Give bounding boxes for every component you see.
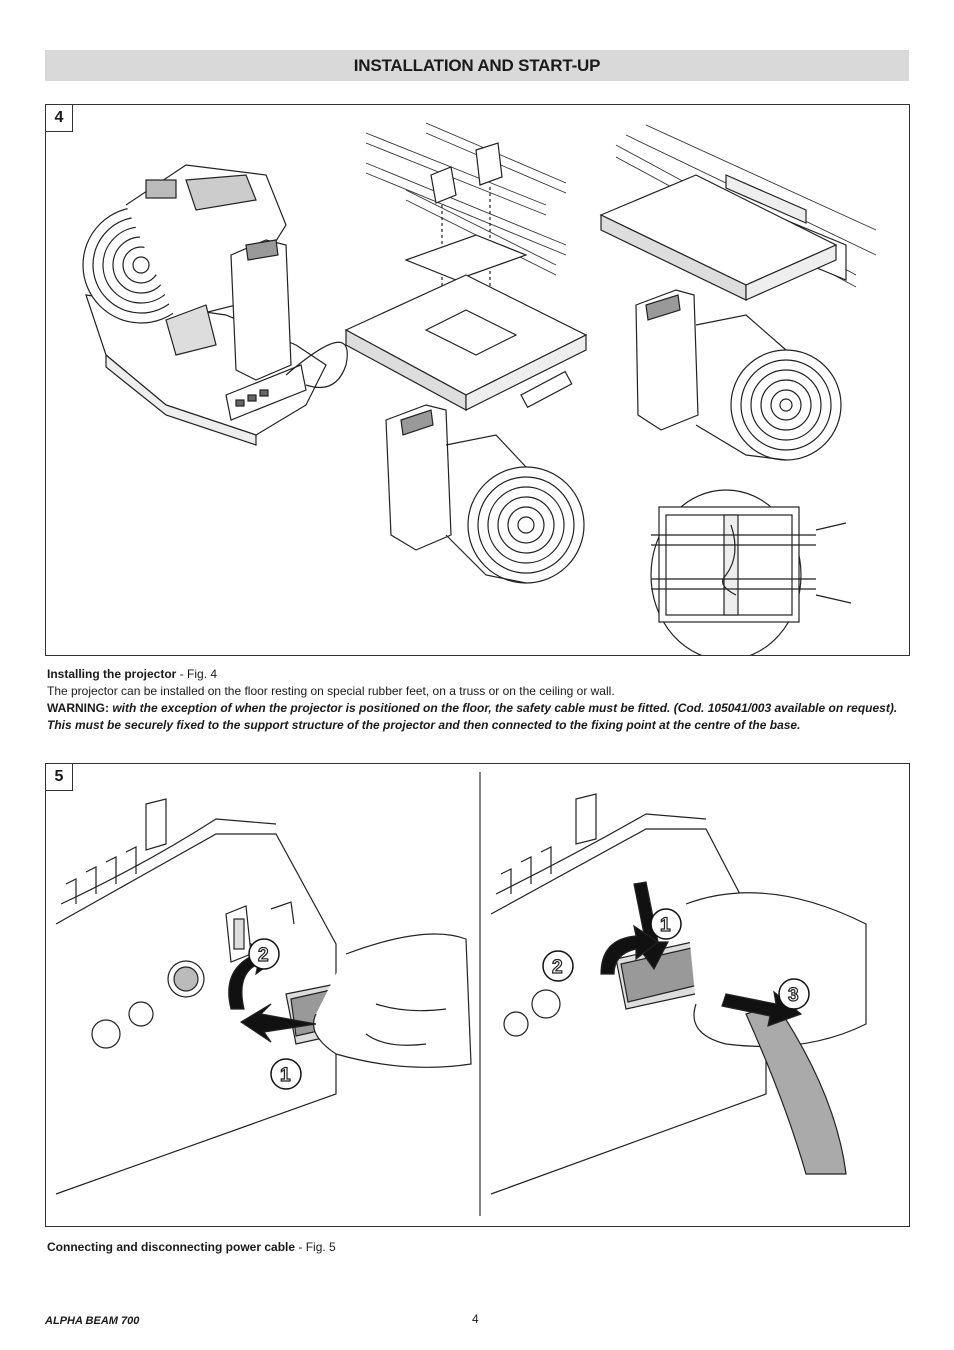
figure-5-illustration [46,764,909,1226]
caption-ref: - Fig. 4 [176,667,218,681]
warning-text: with the exception of when the projector is positioned on the floor, the safety cable must be fitted. (Cod. 105041/003 available on request). [109,701,898,715]
caption-body: The projector can be installed on the floor resting on special rubber feet, on a truss or on the ceiling or wall. [47,684,615,698]
caption-heading [47,666,917,683]
section-header [45,50,909,81]
step-1-label-right: 1 [660,915,671,936]
caption-ref: - Fig. 5 [295,1240,336,1254]
figure-5-caption [47,1239,917,1256]
step-1-label-left: 1 [280,1065,291,1086]
figure-5 [45,763,910,1227]
warning-line [47,700,917,717]
section-title: INSTALLATION AND START-UP [353,55,601,75]
figure-4-caption [47,666,917,734]
figure-4-illustration [46,105,909,655]
page-number: 4 [472,1312,479,1326]
caption-title: Connecting and disconnecting power cable [47,1240,296,1254]
figure-number: 5 [46,764,73,791]
figure-4 [45,104,910,656]
warning-label: WARNING: [47,701,109,715]
footer-product-name: ALPHA BEAM 700 [45,1315,140,1327]
step-2-label-left: 2 [258,945,269,966]
step-3-label-right: 3 [788,985,799,1006]
warning-text-2: This must be securely fixed to the support structure of the projector and then connected to the fixing point at the centre of the base. [47,718,801,732]
figure-number: 4 [46,105,73,132]
caption-title: Installing the projector [47,667,177,681]
step-2-label-right: 2 [552,957,563,978]
